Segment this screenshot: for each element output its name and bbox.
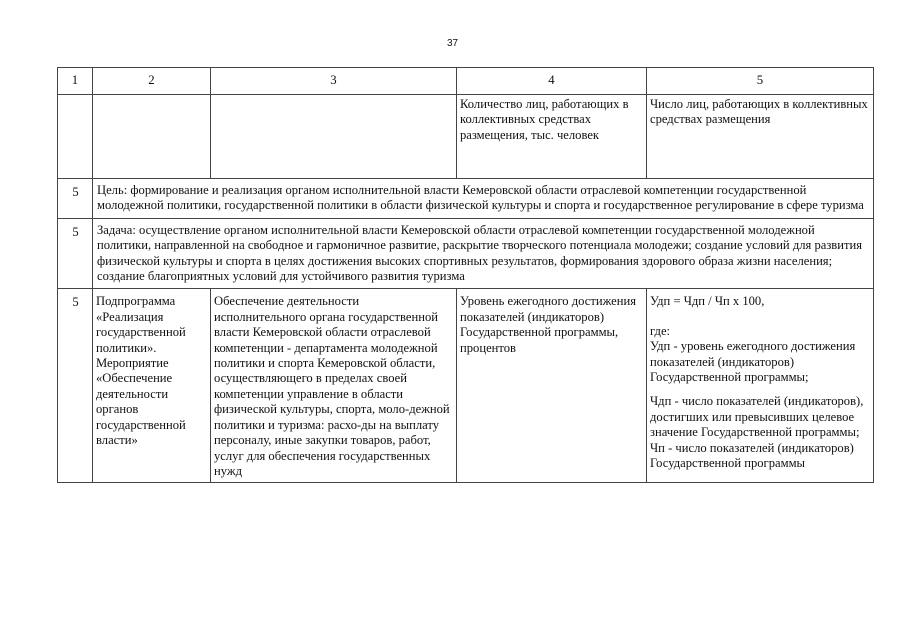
- page-number: 37: [446, 38, 459, 49]
- formula-def-chdp: Чдп - число показателей (индикаторов), достигших или превысивших целевое значение Государственной программы;: [650, 394, 864, 440]
- formula-text: Удп = Чдп / Чп х 100,: [650, 294, 765, 309]
- cell-program-formula: [647, 289, 874, 483]
- cell-program-description: Обеспечение деятельности исполнительного органа государственной власти Кемеровской области отраслевой компетенции - департамента молодежной политики и спорта Кемеровской области, осуществляющего в пределах своей компетенции управление в области физической культуры, спорта, моло-дежной политики и туризма: расхо-ды на выплату персоналу, иные закупки товаров, работ, услуг для обеспечения государственных нужд: [211, 289, 457, 483]
- cell-indicator-name: Количество лиц, работающих в коллективных средствах размещения, тыс. человек: [457, 95, 647, 179]
- table-header-row: [58, 68, 874, 95]
- cell-empty-2: [93, 95, 211, 179]
- header-col-1: 1: [58, 68, 93, 95]
- cell-program-indicator: Уровень ежегодного достижения показателей (индикаторов) Государственной программы, процентов: [457, 289, 647, 483]
- cell-program-name: Подпрограмма «Реализация государственной политики». Мероприятие «Обеспечение деятельности органов государственной власти»: [93, 289, 211, 483]
- cell-task-num: 5: [58, 218, 93, 289]
- formula-where: где:: [650, 323, 671, 338]
- cell-empty-1: [58, 95, 93, 179]
- table-row-goal: [58, 179, 874, 219]
- cell-goal-num: 5: [58, 179, 93, 219]
- cell-program-num: 5: [58, 289, 93, 483]
- cell-empty-3: [211, 95, 457, 179]
- formula-def-udp: Удп - уровень ежегодного достижения показателей (индикаторов) Государственной программы;: [650, 339, 856, 385]
- header-col-4: 4: [457, 68, 647, 95]
- cell-goal-text: Цель: формирование и реализация органом исполнительной власти Кемеровской области отраслевой компетенции государственной молодежной политики, государственной политики в области физической культуры и спорта и государственное регулирование в сфере туризма: [93, 179, 874, 219]
- formula-def-chp: Чп - число показателей (индикаторов) Государственной программы: [650, 440, 854, 471]
- table-row-indicator: [58, 95, 874, 179]
- header-col-3: 3: [211, 68, 457, 95]
- cell-task-text: Задача: осуществление органом исполнительной власти Кемеровской области отраслевой компетенции государственной молодежной политики, направленной на свободное и гармоничное развитие, раскрытие творческого потенциала молодежи; создание условий для развития физической культуры и спорта в целях достижения высоких спортивных результатов, формирования здорового образа жизни населения; создание благоприятных условий для устойчивого развития туризма: [93, 218, 874, 289]
- header-col-5: 5: [647, 68, 874, 95]
- table-row-task: [58, 218, 874, 289]
- table-row-program: [58, 289, 874, 483]
- header-col-2: 2: [93, 68, 211, 95]
- indicators-table: [57, 67, 874, 483]
- cell-indicator-method: Число лиц, работающих в коллективных средствах размещения: [647, 95, 874, 179]
